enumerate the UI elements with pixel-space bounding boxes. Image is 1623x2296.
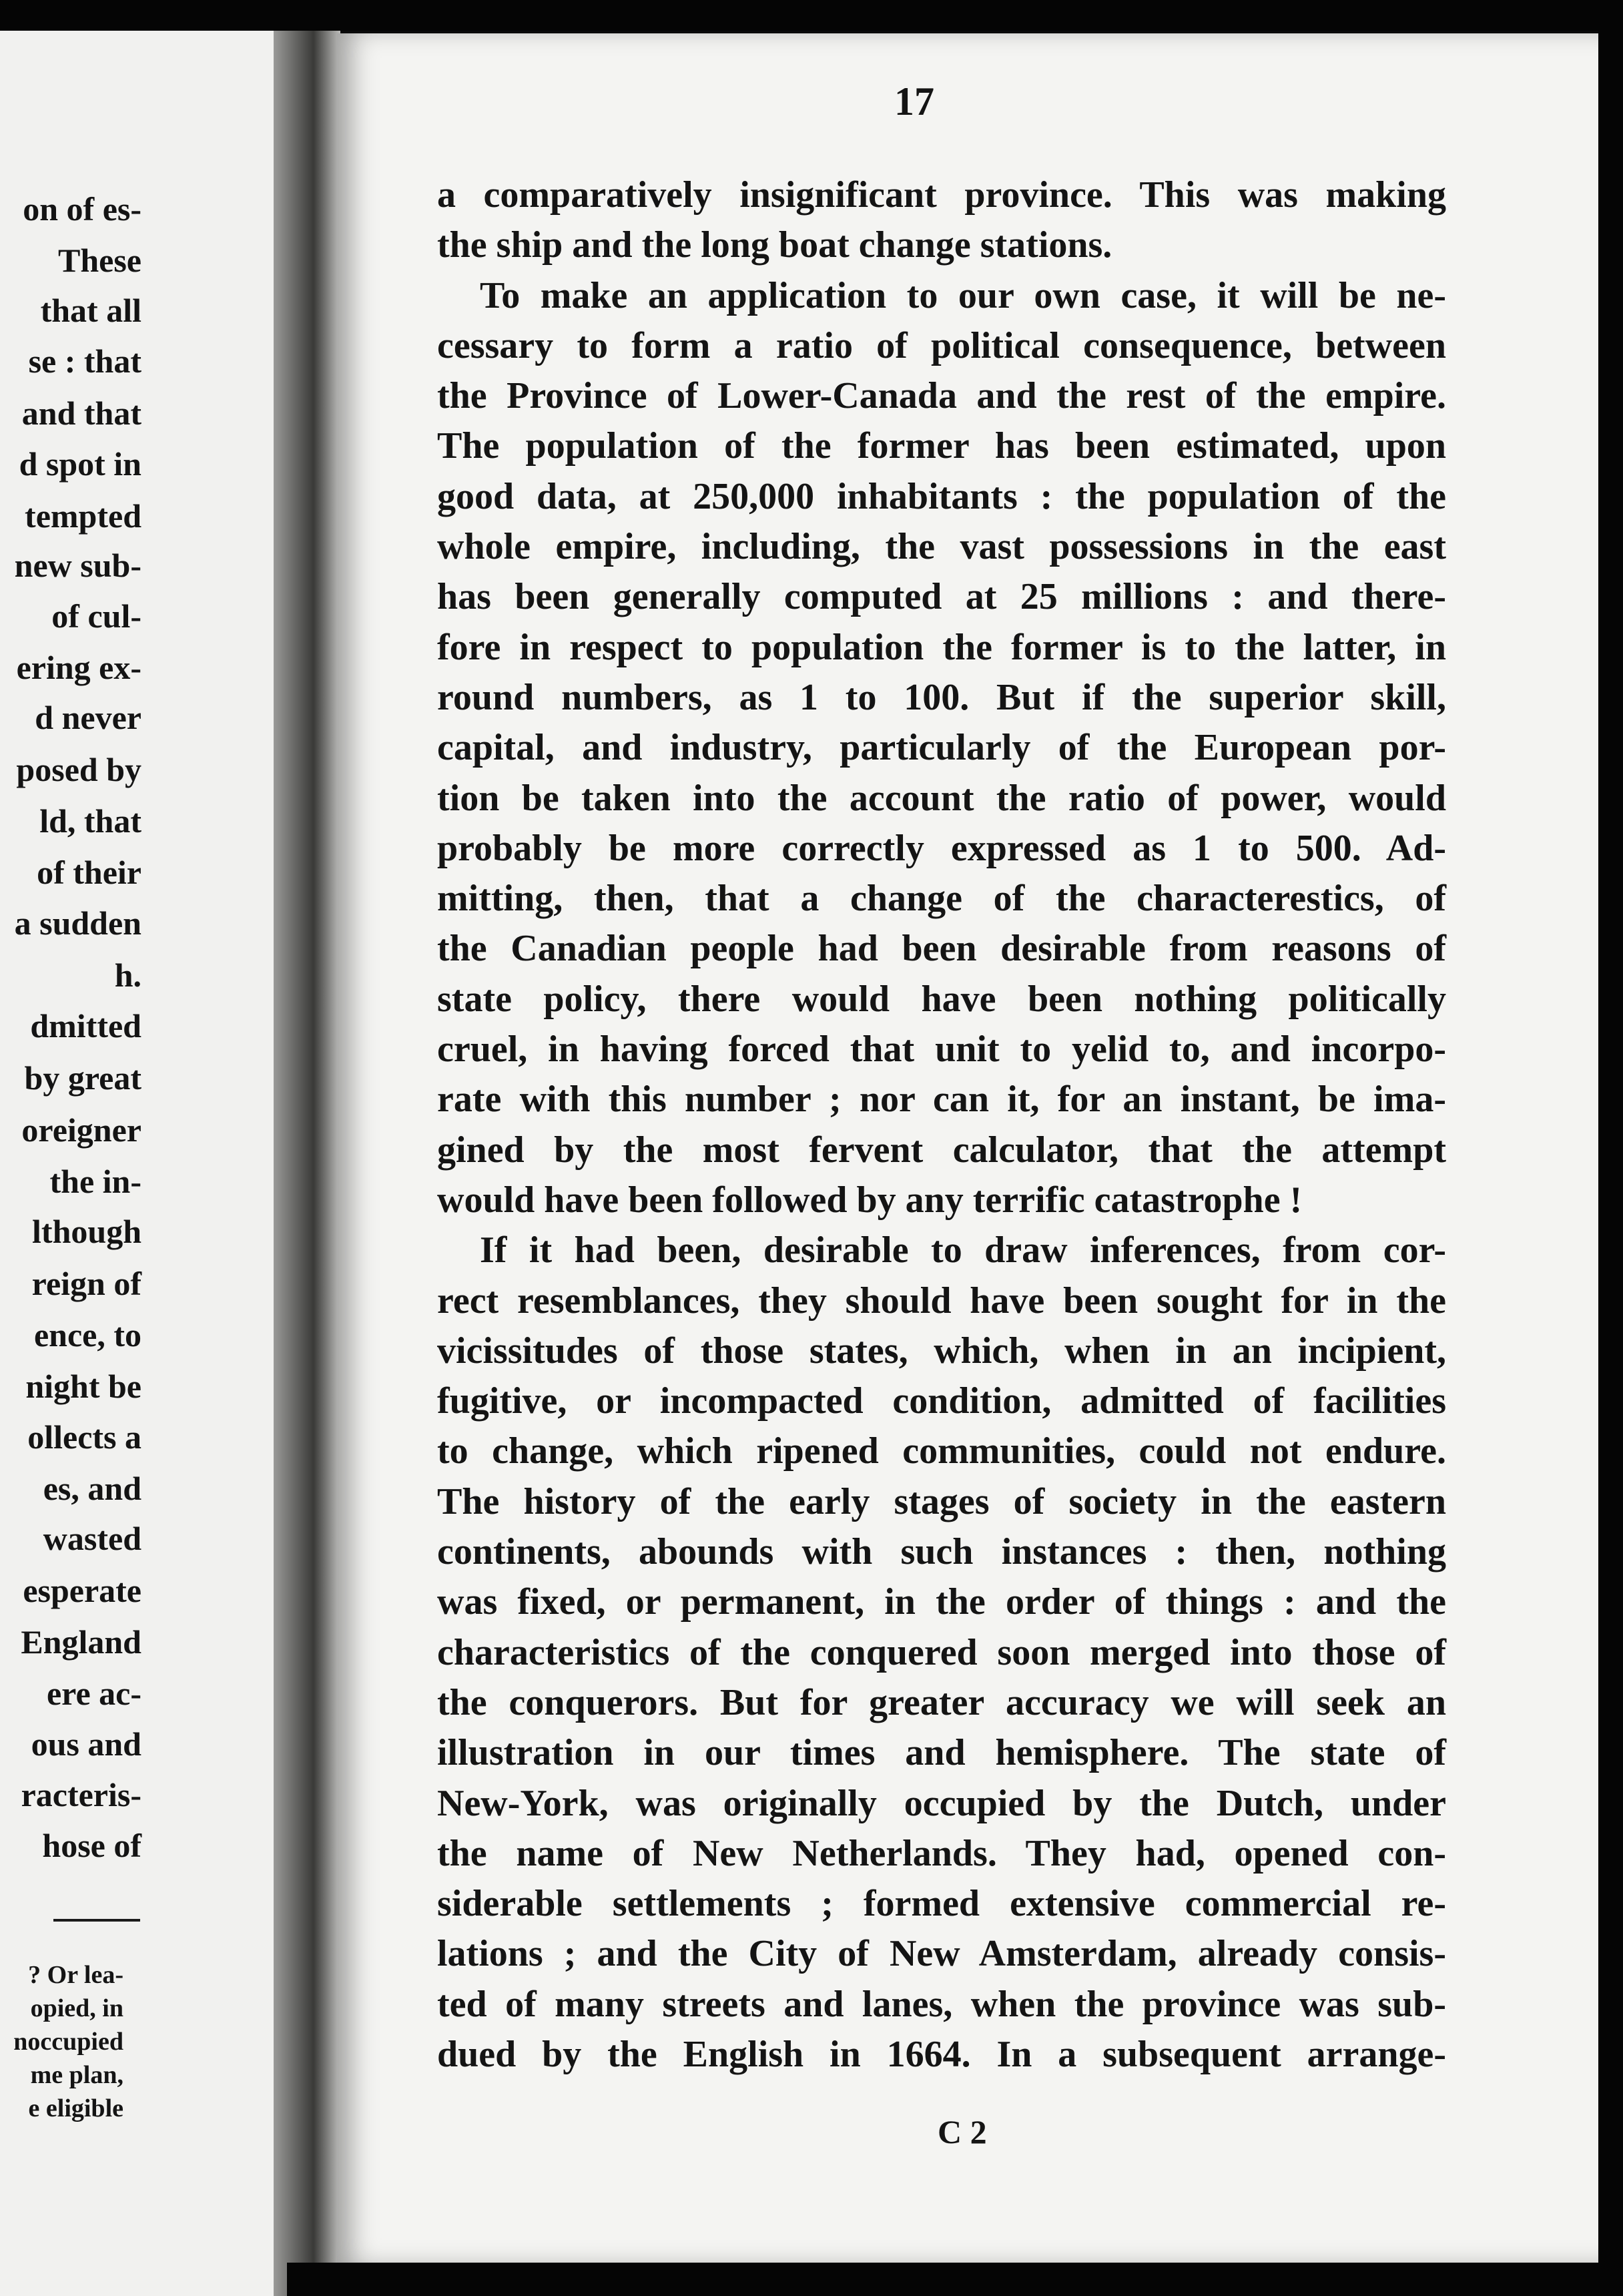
signature-mark: C 2	[938, 2113, 987, 2150]
text-line: ted of many streets and lanes, when the province was sub-	[437, 1983, 1446, 2025]
left-page-fragment: dmitted	[30, 1007, 141, 1045]
text-line: round numbers, as 1 to 100. But if the superior skill,	[437, 676, 1446, 718]
left-page-fragment: by great	[24, 1059, 141, 1097]
left-page-fragment: England	[21, 1623, 141, 1661]
left-page-fragment: hose of	[42, 1827, 141, 1864]
text-line: mitting, then, that a change of the characterestics, of	[437, 878, 1446, 920]
text-line: vicissitudes of those states, which, when in an incipient,	[437, 1330, 1446, 1372]
left-page-fragment: wasted	[43, 1520, 141, 1557]
left-page-fragment: se : that	[28, 342, 141, 380]
left-page-fragment: new sub-	[14, 547, 141, 584]
text-line: has been generally computed at 25 millions : and there-	[437, 576, 1446, 618]
text-line: whole empire, including, the vast possessions in the east	[437, 526, 1446, 568]
text-line: was fixed, or permanent, in the order of things : and the	[437, 1581, 1446, 1623]
left-page-fragment: ollects a	[27, 1418, 141, 1456]
text-line: gined by the most fervent calculator, that the attempt	[437, 1129, 1446, 1171]
left-footnote-line: ? Or lea-	[28, 1961, 123, 1989]
text-line: characteristics of the conquered soon merged into those of	[437, 1631, 1446, 1673]
text-line: the name of New Netherlands. They had, opened con-	[437, 1832, 1446, 1874]
text-line: The history of the early stages of society in the eastern	[437, 1480, 1446, 1522]
text-line: If it had been, desirable to draw inferences, from cor-	[480, 1229, 1446, 1271]
bottom-scan-border	[287, 2263, 1623, 2296]
left-page-fragment: of their	[37, 854, 141, 891]
top-scan-border	[0, 0, 1623, 31]
left-page-fragment: on of es-	[23, 190, 141, 228]
text-line: probably be more correctly expressed as 1 to 500. Ad-	[437, 827, 1446, 869]
left-page-fragment: posed by	[16, 751, 141, 788]
left-footnote-line: noccupied	[13, 2028, 123, 2056]
text-line: good data, at 250,000 inhabitants : the population of the	[437, 475, 1446, 517]
text-line: state policy, there would have been nothing politically	[437, 978, 1446, 1020]
text-line: would have been followed by any terrific catastrophe !	[437, 1179, 1303, 1221]
text-line: siderable settlements ; formed extensive commercial re-	[437, 1883, 1446, 1925]
text-line: tion be taken into the account the ratio of power, would	[437, 777, 1446, 819]
text-line: the Canadian people had been desirable from reasons of	[437, 928, 1446, 970]
text-line: capital, and industry, particularly of the European por-	[437, 727, 1446, 769]
text-line: cruel, in having forced that unit to yelid to, and incorpo-	[437, 1029, 1446, 1071]
left-page-fragment: lthough	[32, 1213, 141, 1250]
left-page-fragment: ous and	[31, 1725, 141, 1763]
text-line: continents, abounds with such instances : then, nothing	[437, 1531, 1446, 1573]
left-page-fragment: ering ex-	[16, 649, 141, 686]
left-page-fragment: d spot in	[19, 445, 141, 483]
left-page-fragment: es, and	[43, 1470, 141, 1507]
left-page-fragment: reign of	[31, 1265, 141, 1302]
book-gutter	[274, 31, 340, 2296]
text-line: to change, which ripened communities, could not endure.	[437, 1430, 1446, 1472]
left-page-fragment: ence, to	[33, 1316, 141, 1354]
right-scan-border	[1598, 31, 1623, 2296]
left-page-fragment: a sudden	[14, 904, 141, 942]
text-line: To make an application to our own case, it will be ne-	[480, 274, 1446, 316]
left-page-fragment: ere ac-	[46, 1675, 141, 1712]
page-number: 17	[894, 79, 934, 123]
left-footnote-line: opied, in	[30, 1994, 123, 2022]
left-page-fragment: oreigner	[21, 1111, 141, 1149]
left-page-fragment: tempted	[25, 497, 141, 535]
left-page-fragment: h.	[114, 956, 141, 994]
left-footnote-line: e eligible	[28, 2094, 123, 2122]
text-line: The population of the former has been estimated, upon	[437, 425, 1446, 467]
left-page-fragment: esperate	[23, 1572, 141, 1609]
footnote-rule	[53, 1919, 140, 1922]
text-line: the Province of Lower-Canada and the rest of the empire.	[437, 375, 1446, 417]
left-page-fragment: that all	[40, 292, 141, 329]
left-facing-page	[0, 31, 287, 2296]
left-page-fragment: night be	[25, 1368, 141, 1405]
text-line: illustration in our times and hemisphere. The state of	[437, 1732, 1446, 1774]
text-line: lations ; and the City of New Amsterdam, already consis-	[437, 1933, 1446, 1975]
text-line: a comparatively insignificant province. This was making	[437, 174, 1446, 216]
left-footnote-line: me plan,	[30, 2061, 123, 2089]
left-page-fragment: These	[58, 242, 141, 279]
text-line: the conquerors. But for greater accuracy we will seek an	[437, 1681, 1446, 1723]
left-page-fragment: the in-	[49, 1163, 141, 1200]
page-body-text	[437, 170, 1446, 2080]
text-line: fore in respect to population the former is to the latter, in	[437, 626, 1446, 668]
text-line: cessary to form a ratio of political consequence, between	[437, 324, 1446, 366]
left-page-fragment: racteris-	[21, 1776, 141, 1813]
text-line: rate with this number ; nor can it, for an instant, be ima-	[437, 1079, 1446, 1121]
text-line: New-York, was originally occupied by the Dutch, under	[437, 1782, 1446, 1824]
left-page-fragment: d never	[35, 699, 141, 736]
text-line: dued by the English in 1664. In a subsequent arrange-	[437, 2033, 1446, 2075]
text-line: the ship and the long boat change stations.	[437, 224, 1112, 266]
left-page-fragment: of cul-	[51, 597, 141, 635]
left-page-fragment: ld, that	[39, 802, 141, 840]
text-line: rect resemblances, they should have been sought for in the	[437, 1279, 1446, 1322]
left-page-fragment: and that	[21, 394, 141, 432]
text-line: fugitive, or incompacted condition, admitted of facilities	[437, 1380, 1446, 1422]
